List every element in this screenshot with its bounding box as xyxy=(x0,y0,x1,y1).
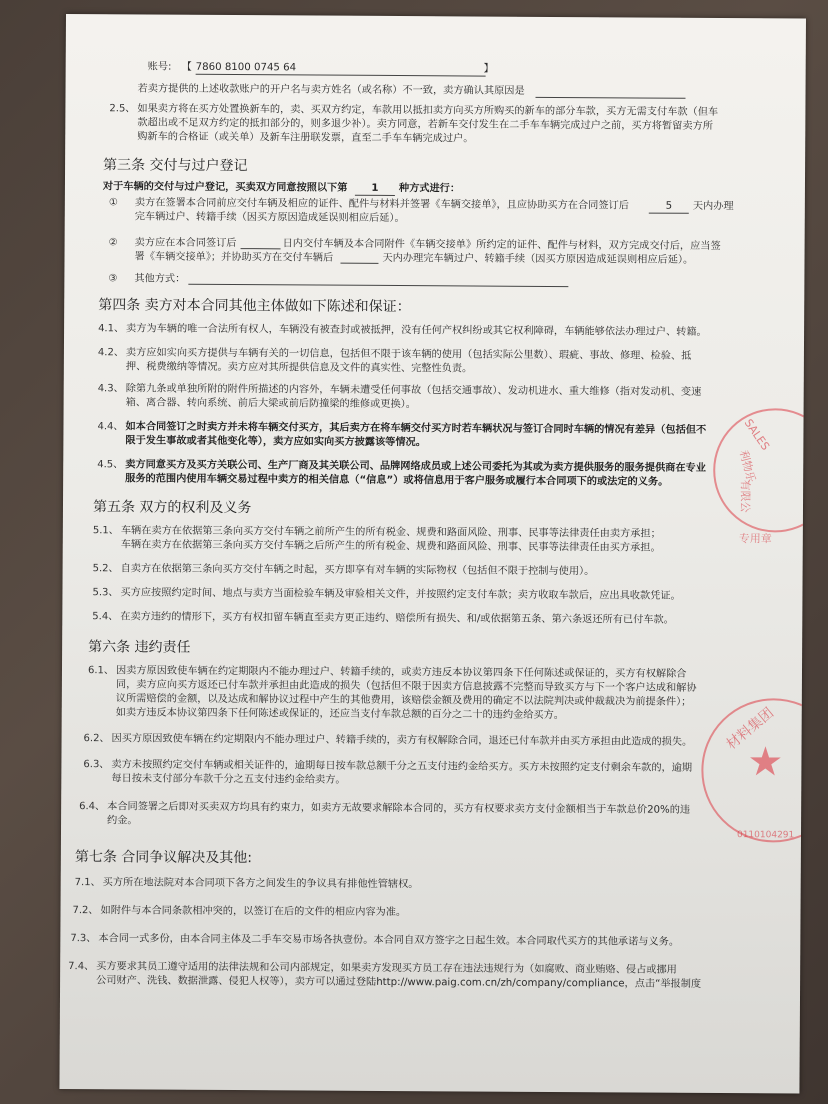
section-3-intro-value: 1 xyxy=(355,182,395,196)
section-3-title: 第三条 交付与过户登记 xyxy=(103,157,248,175)
clause-6-3-line2: 每日按未支付部分车款千分之五支付违约金给卖方。 xyxy=(111,773,346,786)
clause-4-4-line2: 限于发生事故或者其他变化等），卖方应如实向买方披露该等情况。 xyxy=(125,435,426,449)
clause-6-1-line4: 如卖方违反本协议第四条下任何陈述或保证的，还应当支付车款总额的百分之二十的违约金给买方。 xyxy=(115,707,565,722)
clause-5-2: 自卖方在依据第三条向买方交付车辆之时起，买方即享有对车辆的实际物权（包括但不限于控制与使用）。 xyxy=(120,563,595,578)
clause-4-3-line2: 箱、离合器、转向系统、前后大梁或前后防撞梁的维修或更换）。 xyxy=(125,397,416,411)
top-note: 若卖方提供的上述收款账户的开户名与卖方姓名（或名称）不一致，卖方确认其原因是 xyxy=(137,83,525,97)
clause-7-4-line2: 公司财产、洗钱、数据泄露、侵犯人权等），卖方可以通过登陆http://www.paig.com.cn/zh/company/compliance，点击“举报制度 xyxy=(96,975,702,990)
clause-7-3-num: 7.3、 xyxy=(70,933,97,945)
top-note-blank xyxy=(535,97,685,99)
clause-5-4-num: 5.4、 xyxy=(92,611,119,623)
option-2-line1b: 日内交付车辆及本合同附件《车辆交接单》所约定的证件、配件与材料，双方完成交付后，应当签 xyxy=(282,238,721,253)
seal-top-text-4: 专用章 xyxy=(738,532,772,546)
seal-top-text-1: SALES xyxy=(741,416,773,453)
option-2-line1a: 卖方应在本合同签订后 xyxy=(134,237,237,250)
clause-6-1-line2: 同，卖方应向买方返还已付车款并承担由此造成的损失（包括但不限于因卖方信息披露不完整而导致买方与下一个客户达成和解协 xyxy=(115,679,697,694)
account-label: 账号: xyxy=(147,61,172,73)
clause-4-1-num: 4.1、 xyxy=(98,323,125,335)
seal-bottom-text: 材料集团 xyxy=(723,704,777,753)
clause-4-2-line1: 卖方应如实向买方提供与车辆有关的一切信息，包括但不限于该车辆的使用（包括实际公里数）、瑕疵、事故、修理、检验、抵 xyxy=(125,347,692,362)
clause-4-2-line2: 押、税费缴纳等情况。卖方应对其所提供信息及文件的真实性、完整性负责。 xyxy=(125,361,473,375)
option-3-text: 其他方式： xyxy=(134,273,186,285)
clause-4-3-line1: 除第九条或单独所附的附件所描述的内容外，车辆未遭受任何事故（包括交通事故）、发动机进水、重大维修（指对发动机、变速 xyxy=(125,383,702,398)
clause-4-5-num: 4.5、 xyxy=(97,459,124,471)
section-3-intro-a: 对于车辆的交付与过户登记，买卖双方同意按照以下第 xyxy=(102,181,348,194)
option-2-num: ② xyxy=(108,237,118,249)
option-1-line1b: 天内办理 xyxy=(692,200,734,213)
seal-star-icon: ★ xyxy=(747,739,784,786)
account-number: 7860 8100 0745 64 xyxy=(196,61,486,77)
clause-7-2-num: 7.2、 xyxy=(72,905,99,917)
clause-5-3: 买方应按照约定时间、地点与卖方当面检验车辆及审验相关文件，并按照约定支付车款；卖方收取车款后，应出具收款凭证。 xyxy=(120,587,681,602)
seal-bottom-digits: 0110104291 xyxy=(736,830,795,841)
option-2-line2b: 天内办理完车辆过户、转籍手续（因买方原因造成延误则相应后延）。 xyxy=(382,252,694,266)
option-2-blank2 xyxy=(340,263,378,264)
clause-5-2-num: 5.2、 xyxy=(92,563,119,575)
option-1-line2: 完车辆过户、转籍手续（因买方原因造成延误则相应后延）。 xyxy=(134,211,405,225)
contract-page xyxy=(59,14,806,1094)
option-3-blank xyxy=(188,284,568,287)
clause-2-5-line3: 购新车的合格证（或关单）及新车注册联发票，直至二手车车辆完成过户。 xyxy=(137,131,474,145)
option-1-num: ① xyxy=(108,197,118,209)
clause-7-3: 本合同一式多份，由本合同主体及二手车交易市场各执壹份。本合同自双方签字之日起生效。本合同取代买方的其他承诺与义务。 xyxy=(98,933,680,948)
clause-2-5-line2: 款超出或不足双方约定的抵扣部分的，则多退少补）。卖方同意，若新车交付发生在二手车车辆完成过户之前，买方将暂留卖方所 xyxy=(137,117,713,132)
clause-4-2-num: 4.2、 xyxy=(97,347,124,359)
clause-5-4: 在卖方违约的情形下，买方有权扣留车辆直至卖方更正违约、赔偿所有损失、和/或依据第五条、第六条返还所有已付车款。 xyxy=(120,611,674,626)
section-6-title: 第六条 违约责任 xyxy=(88,639,191,656)
clause-6-1-line3: 议所需赔偿的金额，以及达成和解协议过程中产生的其他费用，该赔偿金额及费用的确定不以法院判决或仲裁裁决为前提条件）； xyxy=(115,693,692,708)
clause-6-1-line1: 因卖方原因致使车辆在约定期限内不能办理过户、转籍手续的，或卖方违反本协议第四条下任何陈述或保证的，买方有权解除合 xyxy=(115,665,687,680)
clause-2-5-line1: 如果卖方将在买方处置换新车的，卖、买双方约定，车款用以抵扣卖方向买方所购买的新车的部分车款，买方无需支付车款（但车 xyxy=(137,103,719,118)
option-1-line1a: 卖方在签署本合同前应交付车辆及相应的证件、配件与材料并签署《车辆交接单》，且应协助买方在合同签订后 xyxy=(134,197,629,212)
account-bracket-close: 】 xyxy=(483,63,494,75)
clause-5-1-line2: 车辆在卖方在依据第三条向买方交付车辆之后所产生的所有税金、规费和路面风险、刑事、民事等法律责任由买方承担。 xyxy=(120,539,661,554)
clause-6-4-line2: 约金。 xyxy=(107,815,138,827)
clause-4-5-line2: 服务的范围内使用车辆交易过程中卖方的相关信息（“信息”）或将信息用于客户服务或履行本合同项下的或法定的义务。 xyxy=(125,473,669,488)
section-4-title: 第四条 卖方对本合同其他主体做如下陈述和保证： xyxy=(98,297,411,316)
clause-4-1: 卖方为车辆的唯一合法所有权人，车辆没有被查封或被抵押，没有任何产权纠纷或其它权利障碍，车辆能够依法办理过户、转籍。 xyxy=(126,323,707,338)
clause-6-1-num: 6.1、 xyxy=(87,665,114,677)
section-5-title: 第五条 双方的权利及义务 xyxy=(92,499,252,517)
clause-7-1: 买方所在地法院对本合同项下各方之间发生的争议具有排他性管辖权。 xyxy=(102,877,419,891)
clause-6-2-num: 6.2、 xyxy=(83,733,110,745)
clause-6-4-num: 6.4、 xyxy=(79,801,106,813)
clause-6-4-line1: 本合同签署之后即对买卖双方均具有约束力，如卖方无故要求解除本合同的，买方有权要求卖方支付金额相当于车款总价20%的违 xyxy=(107,801,691,816)
seal-top-text-3: 有限公 xyxy=(738,479,752,513)
clause-5-1-line1: 车辆在卖方在依据第三条向买方交付车辆之前所产生的所有税金、规费和路面风险、刑事、民事等法律责任由卖方承担； xyxy=(120,525,661,540)
clause-7-4-line1: 买方要求其员工遵守适用的法律法规和公司内部规定，如果卖方发现买方员工存在违法违规行为（如腐败、商业贿赂、侵占或挪用 xyxy=(96,961,677,976)
clause-5-1-num: 5.1、 xyxy=(92,525,119,537)
seal-top-text-2: 利物乐 xyxy=(736,448,758,484)
clause-7-1-num: 7.1、 xyxy=(74,877,101,889)
clause-7-2: 如附件与本合同条款相冲突的，以签订在后的文件的相应内容为准。 xyxy=(100,905,407,919)
clause-2-5-num: 2.5、 xyxy=(109,103,136,115)
clause-6-2: 因买方原因致使车辆在约定期限内不能办理过户、转籍手续的，卖方有权解除合同，退还已付车款并由买方承担由此造成的损失。 xyxy=(111,733,693,748)
section-3-intro-b: 种方式进行： xyxy=(398,183,461,195)
option-2-line2a: 署《车辆交接单》；并协助买方在交付车辆后 xyxy=(134,251,334,264)
clause-4-4-num: 4.4、 xyxy=(97,421,124,433)
clause-6-3-line1: 卖方未按照约定交付车辆或相关证件的，逾期每日按车款总额千分之五支付违约金给买方。买方未按照约定支付剩余车款的，逾期 xyxy=(111,759,693,774)
clause-4-3-num: 4.3、 xyxy=(97,383,124,395)
clause-4-5-line1: 卖方同意买方及买方关联公司、生产厂商及其关联公司、品牌网络成员或上述公司委托为其或为卖方提供服务的服务提供商在专业 xyxy=(125,459,706,474)
option-3-num: ③ xyxy=(108,273,118,285)
account-bracket-open: 【 xyxy=(181,61,192,73)
section-7-title: 第七条 合同争议解决及其他: xyxy=(74,849,253,867)
option-2-blank1 xyxy=(241,248,281,249)
clause-4-4-line1: 如本合同签订之时卖方并未将车辆交付买方，其后卖方在将车辆交付买方时若车辆状况与签订合同时车辆的情况有差异（包括但不 xyxy=(125,421,707,436)
clause-7-4-num: 7.4、 xyxy=(68,961,95,973)
option-1-value: 5 xyxy=(649,200,689,214)
clause-5-3-num: 5.3、 xyxy=(92,587,119,599)
clause-6-3-num: 6.3、 xyxy=(83,759,110,771)
